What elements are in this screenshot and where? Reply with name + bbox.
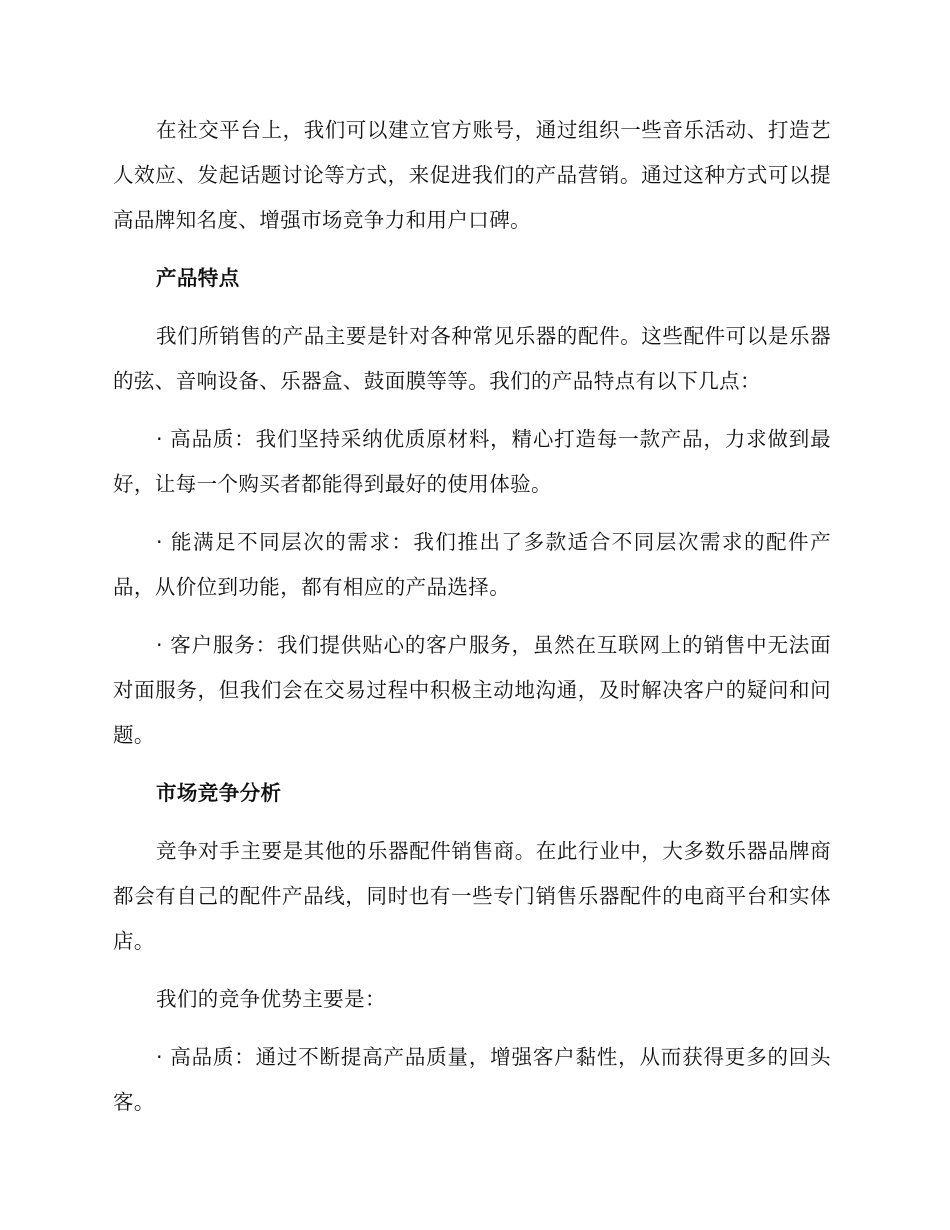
product-intro-paragraph: 我们所销售的产品主要是针对各种常见乐器的配件。这些配件可以是乐器的弦、音响设备、乐器盒、鼓面膜等等。我们的产品特点有以下几点： [113, 324, 831, 393]
advantage-intro-paragraph: 我们的竞争优势主要是： [156, 987, 386, 1011]
section-heading-product-features: 产品特点 [156, 266, 240, 290]
section-heading-competition: 市场竞争分析 [156, 781, 282, 805]
bullet-item-service: · 客户服务：我们提供贴心的客户服务，虽然在互联网上的销售中无法面对面服务，但我们会在交易过程中积极主动地沟通，及时解决客户的疑问和问题。 [113, 633, 831, 747]
document-page [113, 108, 831, 1138]
intro-paragraph: 在社交平台上，我们可以建立官方账号，通过组织一些音乐活动、打造艺人效应、发起话题讨论等方式，来促进我们的产品营销。通过这种方式可以提高品牌知名度、增强市场竞争力和用户口碑。 [113, 118, 831, 232]
bullet-item-quality-advantage: · 高品质：通过不断提高产品质量，增强客户黏性，从而获得更多的回头客。 [113, 1045, 831, 1114]
bullet-item-quality: · 高品质：我们坚持采纳优质原材料，精心打造每一款产品，力求做到最好，让每一个购买者都能得到最好的使用体验。 [113, 427, 831, 496]
competitor-paragraph: 竞争对手主要是其他的乐器配件销售商。在此行业中，大多数乐器品牌商都会有自己的配件产品线，同时也有一些专门销售乐器配件的电商平台和实体店。 [113, 839, 831, 953]
bullet-item-needs: · 能满足不同层次的需求：我们推出了多款适合不同层次需求的配件产品，从价位到功能，都有相应的产品选择。 [113, 530, 831, 599]
